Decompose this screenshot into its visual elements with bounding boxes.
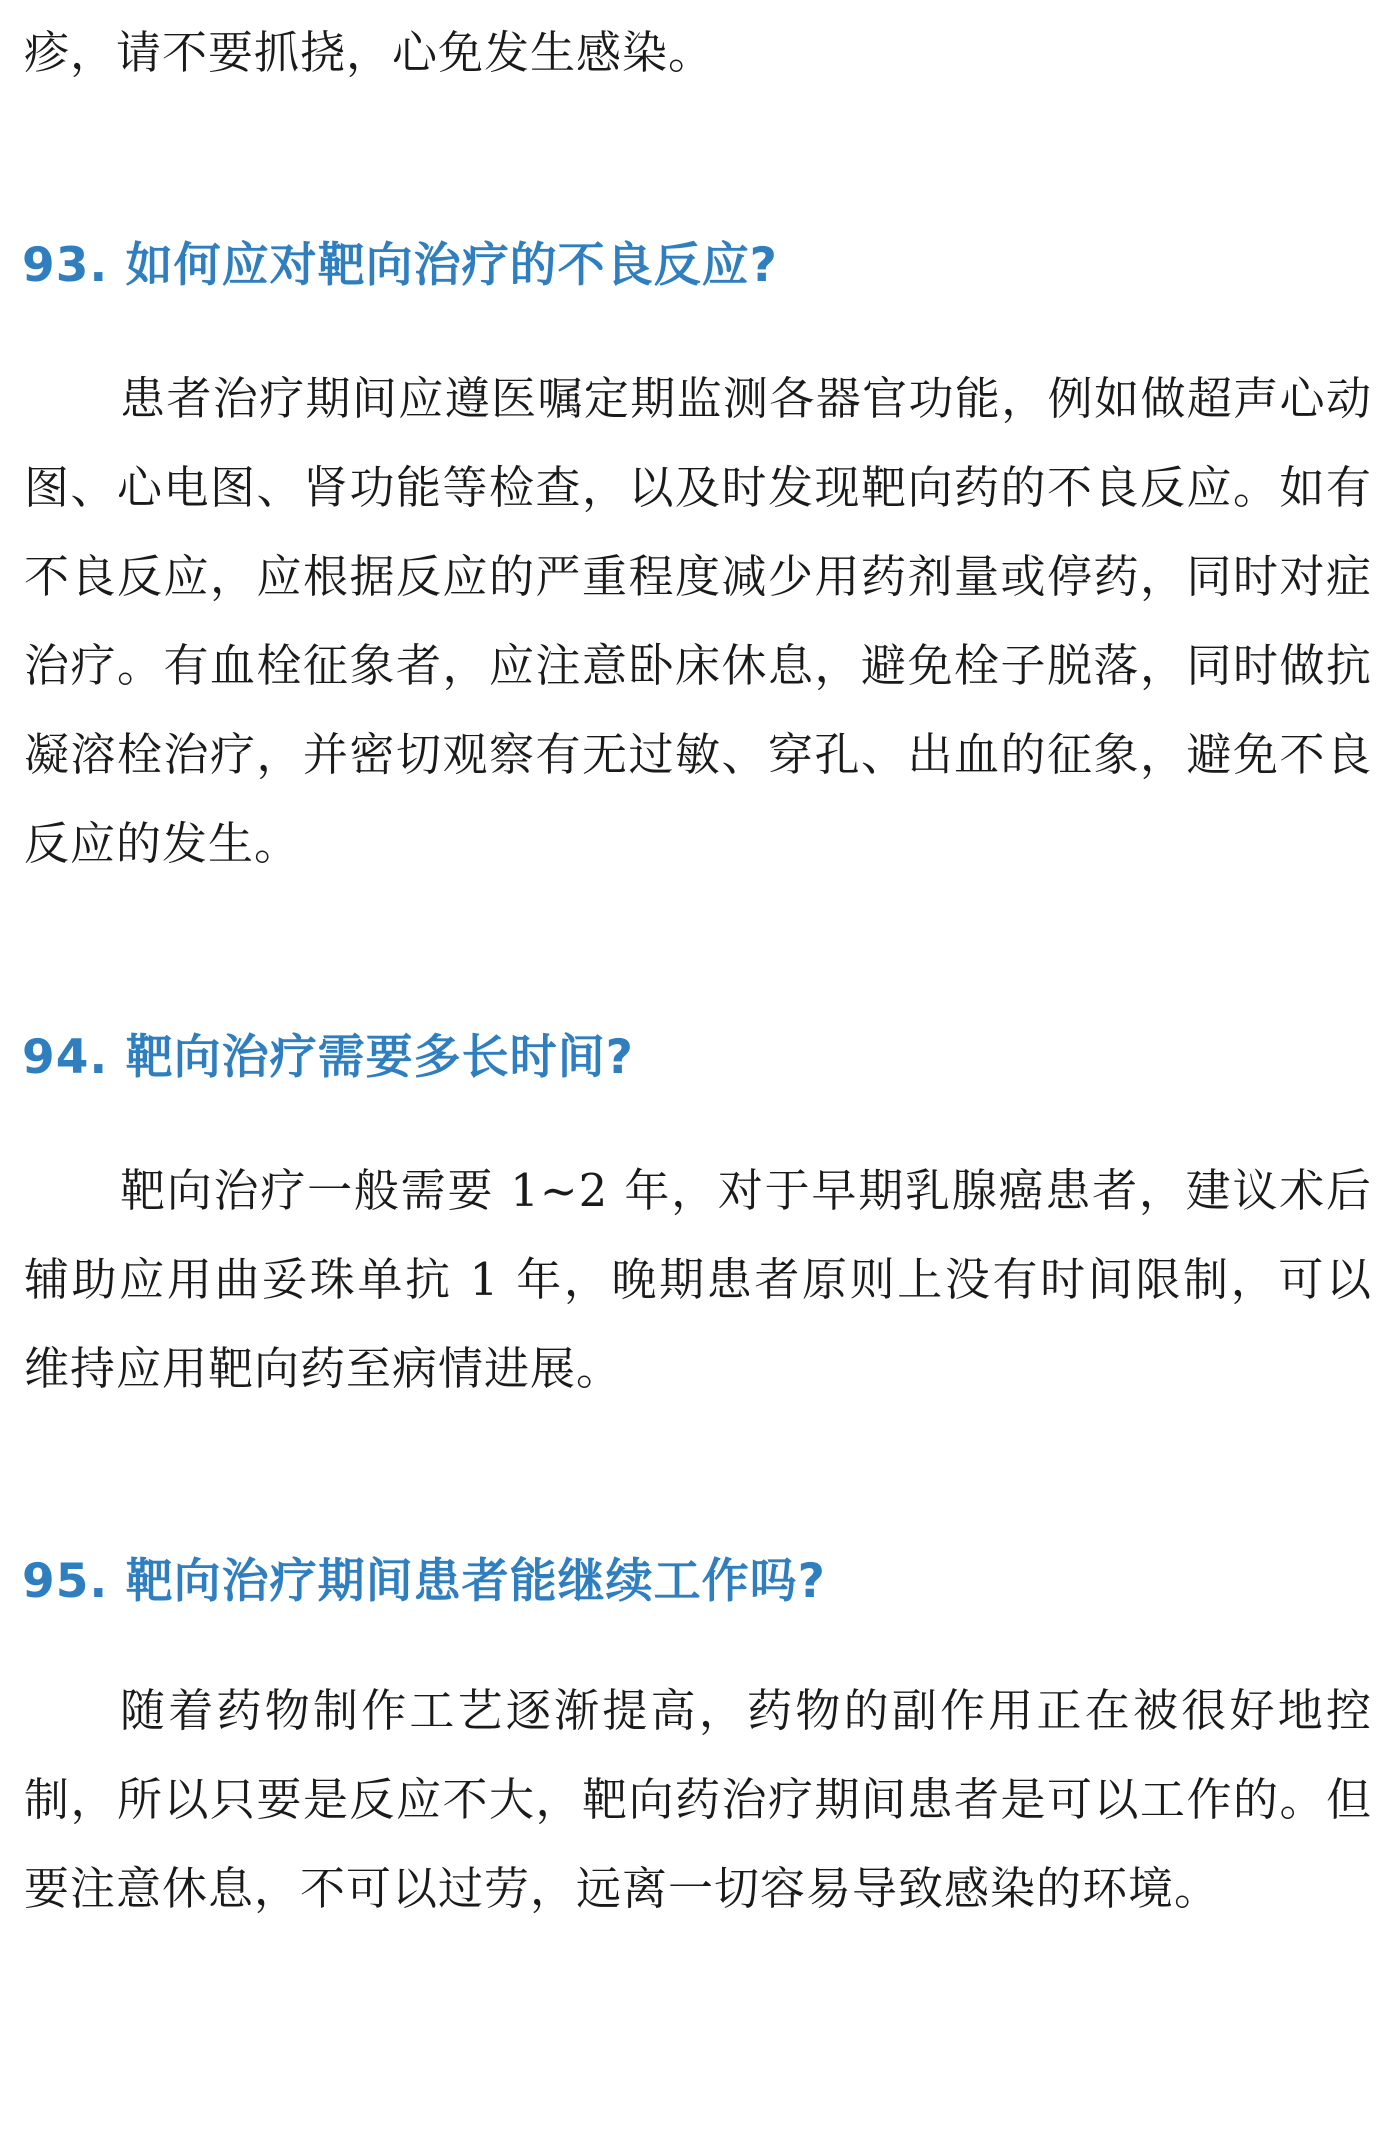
previous-paragraph-ending: 疹，请不要抓挠，心免发生感染。 [24,26,715,79]
answer-94-paragraph: 靶向治疗一般需要 1~2 年，对于早期乳腺癌患者，建议术后辅助应用曲妥珠单抗 1 年，晚期患者原则上没有时间限制，可以维持应用靶向药至病情进展。 [24,1164,1372,1395]
question-94-heading: 94. 靶向治疗需要多长时间? [22,1030,634,1085]
answer-93-paragraph: 患者治疗期间应遵医嘱定期监测各器官功能，例如做超声心动图、心电图、肾功能等检查，以及时发现靶向药的不良反应。如有不良反应，应根据反应的严重程度减少用药剂量或停药，同时对症治疗。有血栓征象者，应注意卧床休息，避免栓子脱落，同时做抗凝溶栓治疗，并密切观察有无过敏、穿孔、出血的征象，避免不良反应的发生。 [24,372,1372,870]
question-95-heading: 95. 靶向治疗期间患者能继续工作吗? [22,1554,826,1609]
question-93-heading: 93. 如何应对靶向治疗的不良反应? [22,238,778,293]
answer-95-paragraph: 随着药物制作工艺逐渐提高，药物的副作用正在被很好地控制，所以只要是反应不大，靶向药治疗期间患者是可以工作的。但要注意休息，不可以过劳，远离一切容易导致感染的环境。 [24,1684,1372,1915]
